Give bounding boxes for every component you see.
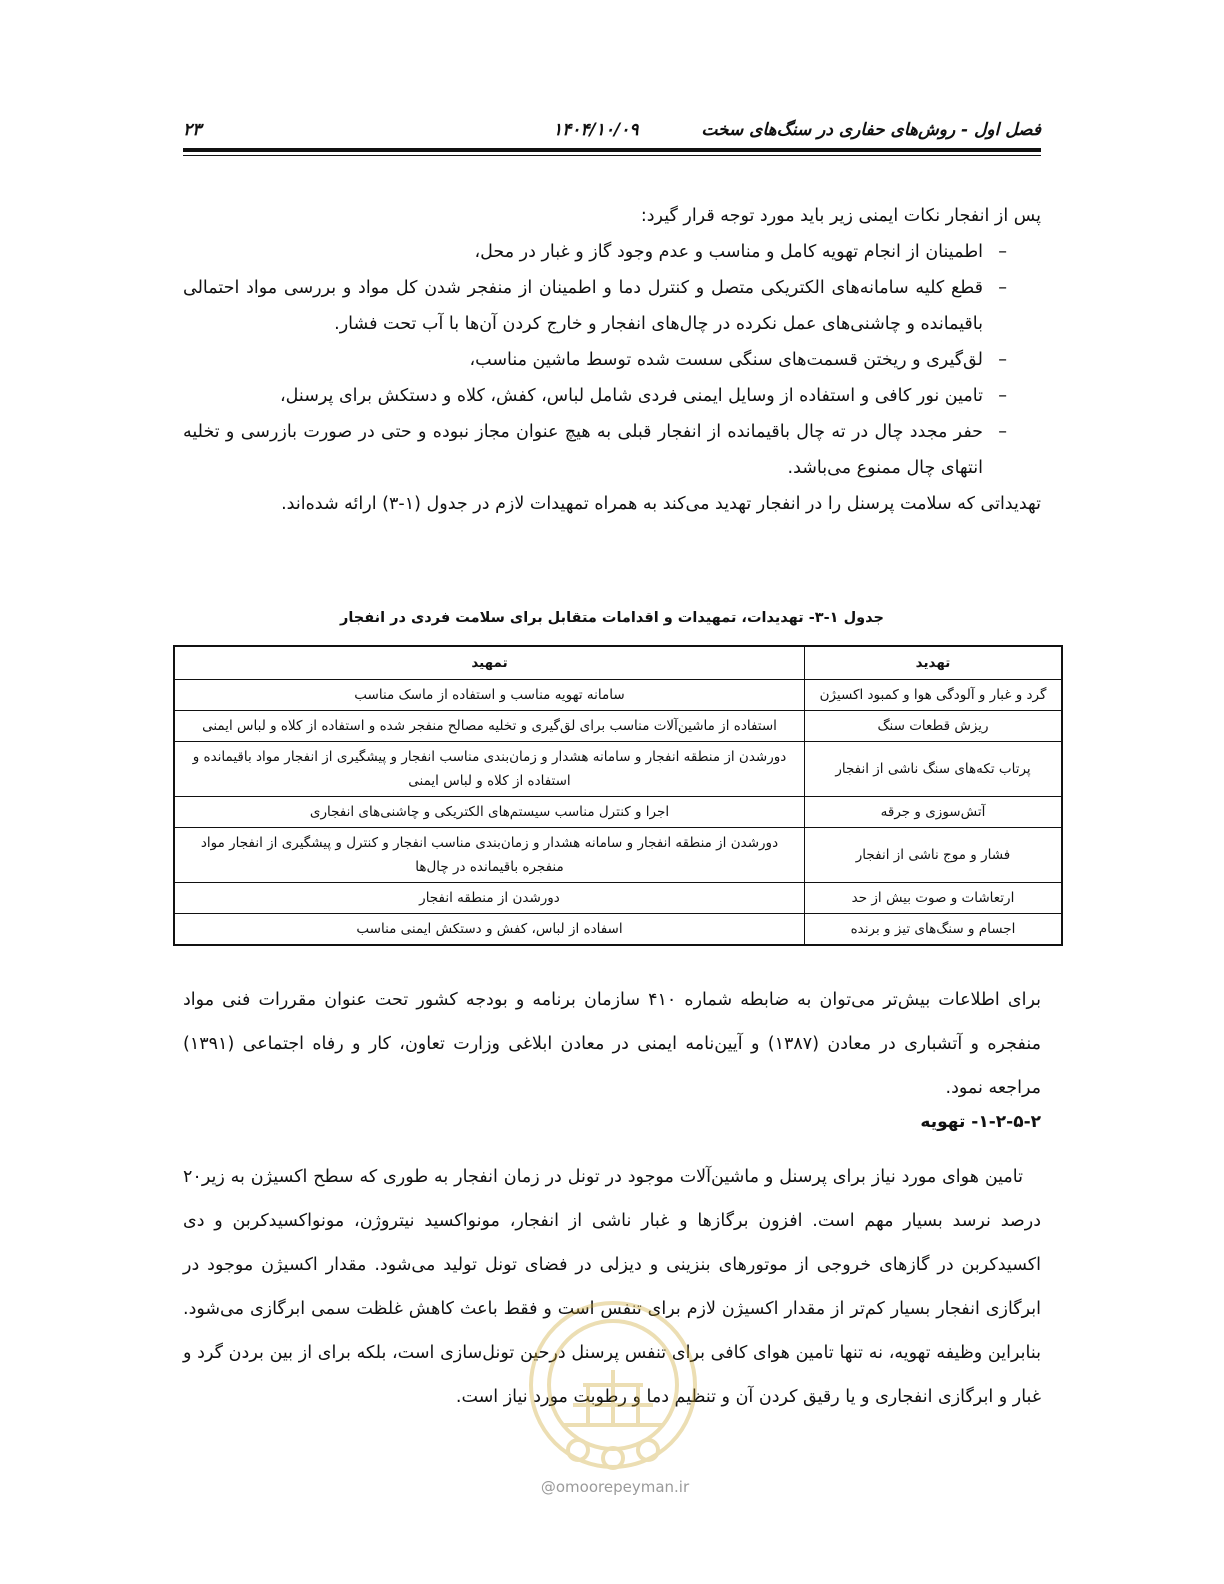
bullet-dash: – — [998, 350, 1007, 370]
safety-section — [183, 198, 1041, 522]
header-measure: تمهید — [174, 646, 805, 680]
bullet-text: اطمینان از انجام تهویه کامل و مناسب و عدم وجود گاز و غبار در محل، — [474, 242, 983, 262]
header-threat: تهدید — [805, 646, 1063, 680]
page-header — [183, 118, 1041, 146]
threat-cell: فشار و موج ناشی از انفجار — [805, 828, 1063, 883]
measure-cell: استفاده از ماشین‌آلات مناسب برای لق‌گیری و تخلیه مصالح منفجر شده و استفاده از کلاه و لباس ایمنی — [174, 711, 805, 742]
bullet-text: لق‌گیری و ریختن قسمت‌های سنگی سست شده توسط ماشین مناسب، — [469, 350, 983, 370]
watermark-text: @omoorepeyman.ir — [540, 1478, 690, 1496]
bullet-item — [183, 342, 1041, 378]
table-intro-paragraph: تهدیداتی که سلامت پرسنل را در انفجار تهدید می‌کند به همراه تمهیدات لازم در جدول (۱-۳) ارائه شده‌اند. — [281, 494, 1041, 514]
intro-paragraph: پس از انفجار نکات ایمنی زیر باید مورد توجه قرار گیرد: — [640, 206, 1041, 226]
ventilation-paragraph: تامین هوای مورد نیاز برای پرسنل و ماشین‌آلات موجود در تونل در زمان انفجار به طوری که سطح اکسیژن به زیر۲۰ درصد نرسد بسیار مهم است. افزون برگازها و غبار ناشی از انفجار، مونواکسید نیتروژن، مونواکسیدکربن و دی اکسیدکربن در گازهای خروجی از موتورهای بنزینی و دیزلی در فضای تونل تولید می‌شود. مقدار اکسیژن موجود در ابرگازی انفجار بسیار کم‌تر از مقدار اکسیژن لازم برای تنفس است و فقط باعث کاهش غلظت سمی ابرگازی می‌شود. بنابراین وظیفه تهویه، نه تنها تامین هوای کافی برای تنفس پرسنل درحین تونل‌سازی است، بلکه برای از بین بردن گرد و غبار و ابرگازی انفجاری و یا رقیق کردن آن و تنظیم دما و رطوبت مورد نیاز است. — [183, 1167, 1041, 1407]
header-date: ۱۴۰۴/۱۰/۰۹ — [553, 120, 639, 140]
threat-cell: آتش‌سوزی و جرقه — [805, 797, 1063, 828]
table-caption: جدول ۱-۳- تهدیدات، تمهیدات و اقدامات متقابل برای سلامت فردی در انفجار — [340, 610, 884, 626]
threat-cell: اجسام و سنگ‌های تیز و برنده — [805, 914, 1063, 946]
measure-cell: دورشدن از منطقه انفجار و سامانه هشدار و زمان‌بندی مناسب انفجار و کنترل و پیشگیری از انفجار مواد منفجره باقیمانده در چال‌ها — [174, 828, 805, 883]
bullet-item — [183, 414, 1041, 486]
bullet-text: قطع کلیه سامانه‌های الکتریکی متصل و کنترل دما و اطمینان از منفجر شدن کل مواد و بررسی مواد احتمالی باقیمانده و چاشنی‌های عمل نکرده در چال‌های انفجار و خارج کردن آن‌ها با آب تحت فشار. — [183, 278, 983, 334]
threat-cell: ریزش قطعات سنگ — [805, 711, 1063, 742]
bullet-dash: – — [998, 386, 1007, 406]
bullet-dash: – — [998, 422, 1007, 442]
table-row — [174, 828, 1062, 883]
measure-cell: اسفاده از لباس، کفش و دستکش ایمنی مناسب — [174, 914, 805, 946]
chapter-title: فصل اول - روش‌های حفاری در سنگ‌های سخت — [701, 120, 1041, 140]
threat-cell: ارتعاشات و صوت بیش از حد — [805, 883, 1063, 914]
measure-cell: دورشدن از منطقه انفجار — [174, 883, 805, 914]
measure-cell: دورشدن از منطقه انفجار و سامانه هشدار و زمان‌بندی مناسب انفجار و پیشگیری از انفجار مواد باقیمانده و استفاده از کلاه و لباس ایمنی — [174, 742, 805, 797]
page-number: ۲۳ — [183, 120, 202, 140]
table-row — [174, 711, 1062, 742]
table-header-row — [174, 646, 1062, 680]
bullet-item — [183, 234, 1041, 270]
safety-bullet-list — [183, 234, 1041, 486]
table-row — [174, 742, 1062, 797]
section-heading: ۱-۲-۵-۲- تهویه — [920, 1112, 1041, 1132]
table-row — [174, 914, 1062, 946]
bullet-text: حفر مجدد چال در ته چال باقیمانده از انفجار قبلی به هیچ عنوان مجاز نبوده و حتی در صورت بازرسی و تخلیه انتهای چال ممنوع می‌باشد. — [183, 422, 983, 478]
threat-cell: گرد و غبار و آلودگی هوا و کمبود اکسیژن — [805, 680, 1063, 711]
watermark-logo-icon — [518, 1290, 708, 1490]
measure-cell: اجرا و کنترل مناسب سیستم‌های الکتریکی و چاشنی‌های انفجاری — [174, 797, 805, 828]
table-row — [174, 680, 1062, 711]
header-rule-thin — [183, 155, 1041, 156]
bullet-text: تامین نور کافی و استفاده از وسایل ایمنی فردی شامل لباس، کفش، کلاه و دستکش برای پرسنل، — [280, 386, 983, 406]
table-row — [174, 797, 1062, 828]
threat-cell: پرتاب تکه‌های سنگ ناشی از انفجار — [805, 742, 1063, 797]
references-paragraph: برای اطلاعات بیش‌تر می‌توان به ضابطه شماره ۴۱۰ سازمان برنامه و بودجه کشور تحت عنوان مقررات فنی مواد منفجره و آتشباری در معادن (۱۳۸۷) و آیین‌نامه ایمنی در معادن ابلاغی وزارت تعاون، کار و رفاه اجتماعی (۱۳۹۱) مراجعه نمود. — [183, 989, 1041, 1098]
bullet-dash: – — [998, 242, 1007, 262]
header-rule-thick — [183, 148, 1041, 152]
measure-cell: سامانه تهویه مناسب و استفاده از ماسک مناسب — [174, 680, 805, 711]
bullet-dash: – — [998, 278, 1007, 298]
threats-table — [173, 645, 1063, 946]
bullet-item — [183, 378, 1041, 414]
bullet-item — [183, 270, 1041, 342]
table-row — [174, 883, 1062, 914]
